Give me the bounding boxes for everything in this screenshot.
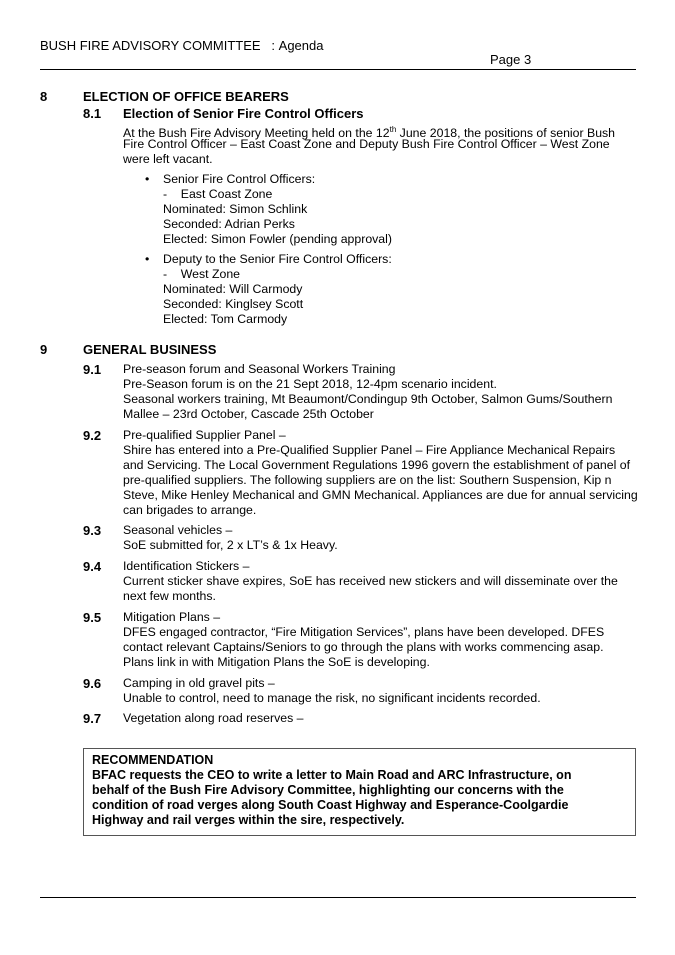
- item-text: Pre-season forum and Seasonal Workers Training: [123, 362, 396, 376]
- item-text: Pre-qualified Supplier Panel –: [123, 428, 286, 442]
- page-number: Page 3: [490, 52, 532, 67]
- section-number: 9: [40, 342, 48, 357]
- item-text: DFES engaged contractor, “Fire Mitigation Services”, plans have been developed. DFES: [123, 625, 605, 639]
- item-text: pre-qualified suppliers. The following suppliers are on the list: Southern Suspension, Kip n: [123, 473, 612, 487]
- item-number: 9.2: [83, 428, 102, 443]
- item-number: 9.7: [83, 711, 102, 726]
- section-title: ELECTION OF OFFICE BEARERS: [83, 89, 289, 104]
- header-rule: [40, 69, 636, 70]
- recommendation-heading: RECOMMENDATION: [92, 753, 214, 767]
- text: June 2018, the positions of senior Bush: [396, 126, 616, 140]
- recommendation-text: BFAC requests the CEO to write a letter to Main Road and ARC Infrastructure, on: [92, 768, 572, 782]
- item-text: and Servicing. The Local Government Regulations 1996 govern the establishment of panel of: [123, 458, 630, 472]
- bullet-title: Deputy to the Senior Fire Control Officers:: [163, 252, 392, 266]
- item-text: Mitigation Plans –: [123, 610, 221, 624]
- header-separator: :: [271, 38, 276, 53]
- footer-rule: [40, 897, 636, 898]
- bullet-zone: - West Zone: [163, 267, 240, 281]
- item-text: SoE submitted for, 2 x LT’s & 1x Heavy.: [123, 538, 338, 552]
- item-number: 9.3: [83, 523, 102, 538]
- item-text: Plans link in with Mitigation Plans the SoE is developing.: [123, 655, 430, 669]
- item-text: next few months.: [123, 589, 216, 603]
- bullet-title: Senior Fire Control Officers:: [163, 172, 316, 186]
- bullet-icon: •: [145, 252, 150, 266]
- item-title: Election of Senior Fire Control Officers: [123, 106, 364, 121]
- item-text: Pre-Season forum is on the 21 Sept 2018, 12-4pm scenario incident.: [123, 377, 497, 391]
- item-text: can brigades to arrange.: [123, 503, 257, 517]
- bullet-seconded: Seconded: Adrian Perks: [163, 217, 295, 231]
- section-number: 8: [40, 89, 48, 104]
- header-committee: BUSH FIRE ADVISORY COMMITTEE: [40, 38, 261, 53]
- item-text: were left vacant.: [123, 152, 213, 166]
- item-text: Unable to control, need to manage the risk, no significant incidents recorded.: [123, 691, 541, 705]
- bullet-elected: Elected: Tom Carmody: [163, 312, 288, 326]
- item-number: 9.4: [83, 559, 102, 574]
- text: At the Bush Fire Advisory Meeting held on the 12: [123, 126, 390, 140]
- item-number: 9.6: [83, 676, 102, 691]
- superscript: th: [389, 125, 397, 134]
- bullet-zone: - East Coast Zone: [163, 187, 273, 201]
- item-text: Shire has entered into a Pre-Qualified Supplier Panel – Fire Appliance Mechanical Repairs: [123, 443, 616, 457]
- item-number: 9.5: [83, 610, 102, 625]
- recommendation-text: condition of road verges along South Coast Highway and Esperance-Coolgardie: [92, 798, 569, 812]
- item-text: Vegetation along road reserves –: [123, 711, 304, 725]
- item-text: Camping in old gravel pits –: [123, 676, 275, 690]
- bullet-nominated: Nominated: Will Carmody: [163, 282, 303, 296]
- recommendation-text: behalf of the Bush Fire Advisory Committee, highlighting our concerns with the: [92, 783, 564, 797]
- recommendation-text: Highway and rail verges within the sire, respectively.: [92, 813, 405, 827]
- header-subtitle: Agenda: [278, 38, 324, 53]
- item-number: 9.1: [83, 362, 102, 377]
- item-text: Mallee – 23rd October, Cascade 25th October: [123, 407, 374, 421]
- bullet-elected: Elected: Simon Fowler (pending approval): [163, 232, 392, 246]
- item-text: Fire Control Officer – East Coast Zone and Deputy Bush Fire Control Officer – West Zone: [123, 137, 610, 151]
- item-text: Seasonal workers training, Mt Beaumont/Condingup 9th October, Salmon Gums/Southern: [123, 392, 613, 406]
- bullet-nominated: Nominated: Simon Schlink: [163, 202, 308, 216]
- item-text: contact relevant Captains/Seniors to go through the plans with works commencing asap.: [123, 640, 604, 654]
- item-text: Steve, Mike Henley Mechanical and GMN Mechanical. Appliances are due for annual servicing: [123, 488, 638, 502]
- section-title: GENERAL BUSINESS: [83, 342, 217, 357]
- item-text: Current sticker shave expires, SoE has received new stickers and will disseminate over the: [123, 574, 618, 588]
- header-title: [40, 38, 323, 53]
- item-text: Identification Stickers –: [123, 559, 250, 573]
- bullet-icon: •: [145, 172, 150, 186]
- item-number: 8.1: [83, 106, 102, 121]
- item-text: Seasonal vehicles –: [123, 523, 233, 537]
- bullet-seconded: Seconded: Kinglsey Scott: [163, 297, 304, 311]
